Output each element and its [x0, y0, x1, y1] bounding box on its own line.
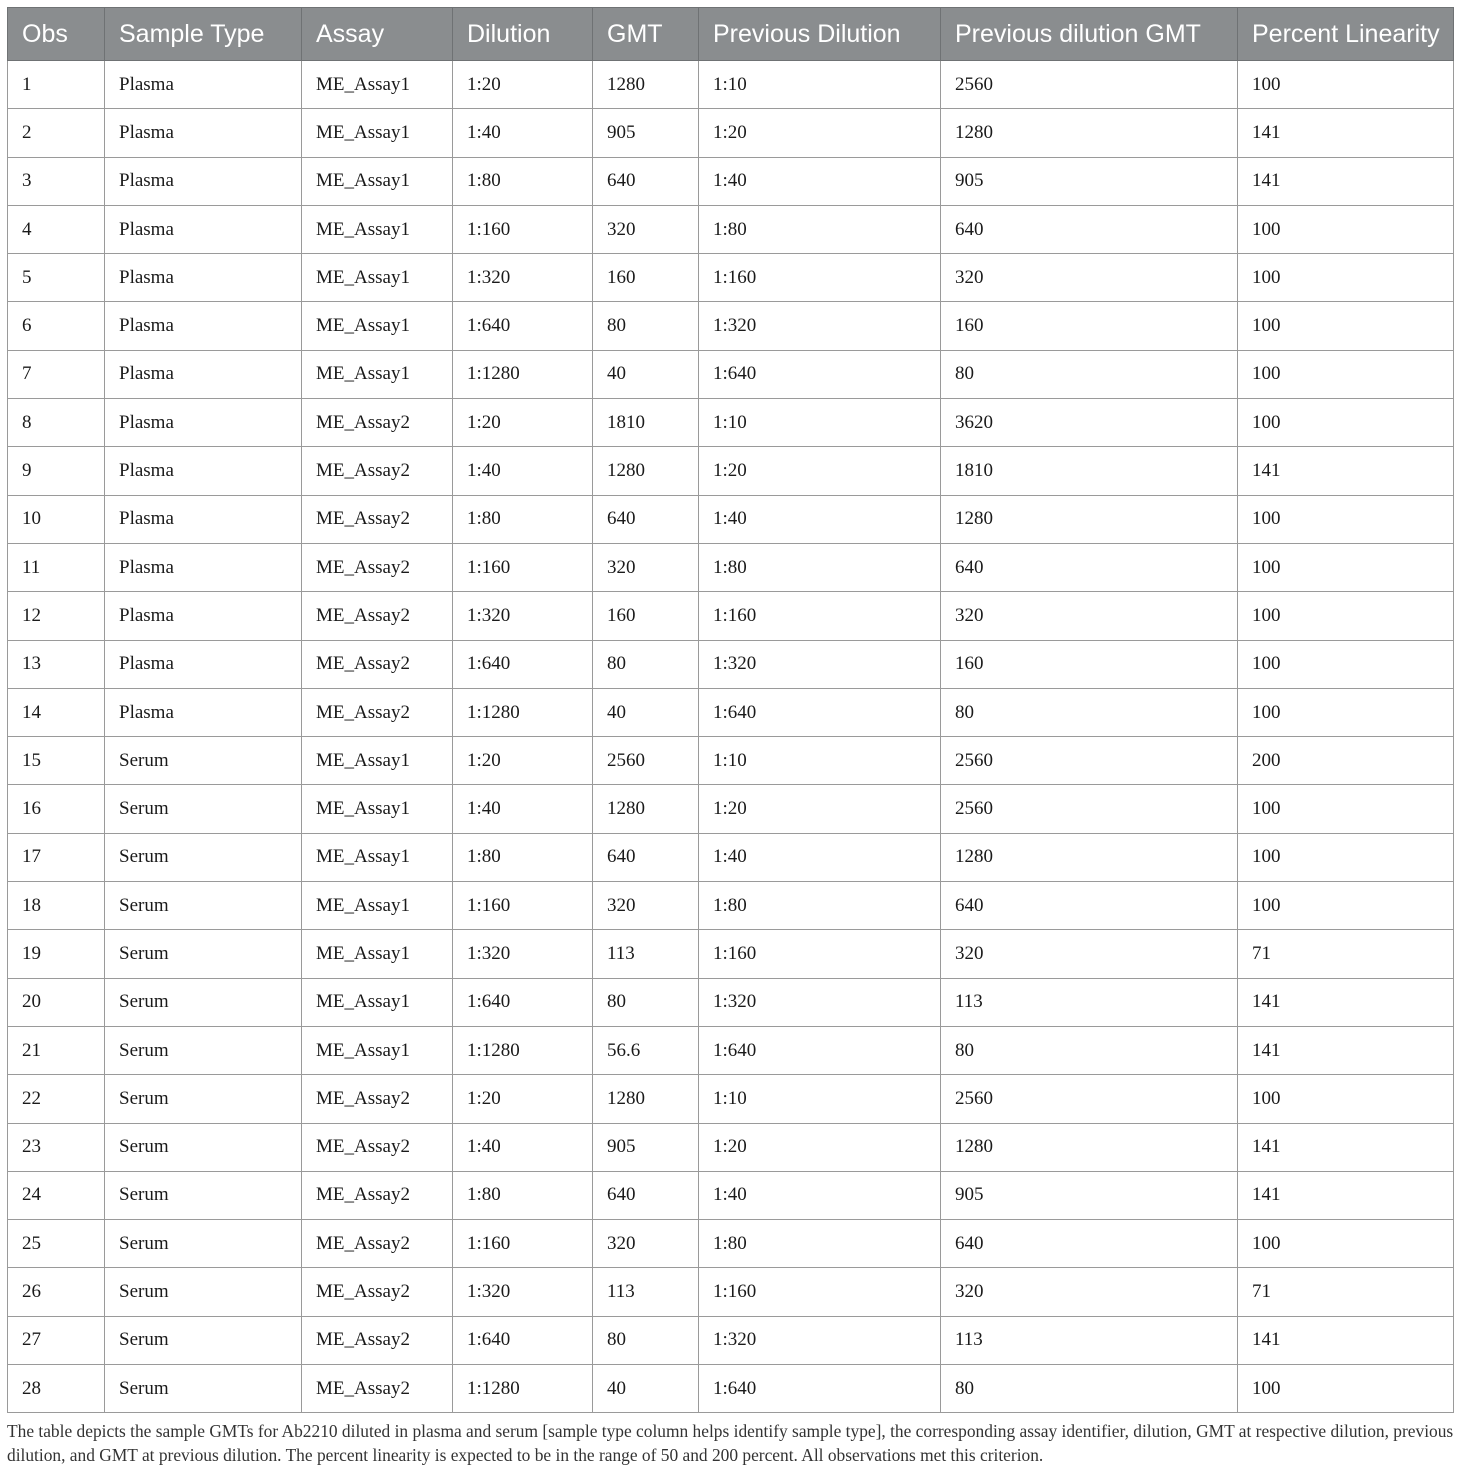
table-cell: 1:160: [699, 592, 941, 640]
table-cell: 640: [593, 495, 699, 543]
table-cell: 1280: [593, 785, 699, 833]
table-cell: 1280: [593, 61, 699, 109]
table-cell: ME_Assay1: [302, 350, 453, 398]
table-cell: Serum: [105, 882, 302, 930]
table-cell: 25: [8, 1220, 105, 1268]
table-row: [8, 1268, 1454, 1316]
table-cell: 141: [1238, 978, 1454, 1026]
table-cell: 320: [941, 930, 1238, 978]
table-cell: 1:160: [453, 205, 593, 253]
table-cell: 1:40: [699, 1171, 941, 1219]
table-cell: ME_Assay1: [302, 978, 453, 1026]
table-cell: 1:10: [699, 1075, 941, 1123]
table-row: [8, 1171, 1454, 1219]
table-cell: 100: [1238, 543, 1454, 591]
table-row: [8, 254, 1454, 302]
table-cell: 640: [941, 882, 1238, 930]
table-cell: Plasma: [105, 302, 302, 350]
table-row: [8, 157, 1454, 205]
table-cell: 100: [1238, 833, 1454, 881]
table-cell: 640: [593, 1171, 699, 1219]
table-cell: 2: [8, 109, 105, 157]
column-header: Percent Linearity: [1238, 8, 1454, 61]
table-cell: 1:640: [699, 1026, 941, 1074]
table-row: [8, 543, 1454, 591]
table-cell: 1:80: [453, 1171, 593, 1219]
table-cell: 4: [8, 205, 105, 253]
table-cell: 7: [8, 350, 105, 398]
column-header: Dilution: [453, 8, 593, 61]
table-cell: 141: [1238, 157, 1454, 205]
table-row: [8, 495, 1454, 543]
table-row: [8, 109, 1454, 157]
table-cell: 160: [593, 592, 699, 640]
table-cell: 1:20: [453, 399, 593, 447]
table-row: [8, 640, 1454, 688]
table-cell: ME_Assay1: [302, 882, 453, 930]
table-cell: Serum: [105, 833, 302, 881]
table-cell: 9: [8, 447, 105, 495]
table-cell: 80: [593, 1316, 699, 1364]
table-cell: 1:320: [699, 1316, 941, 1364]
table-row: [8, 61, 1454, 109]
table-row: [8, 833, 1454, 881]
table-cell: 80: [593, 640, 699, 688]
table-cell: ME_Assay1: [302, 254, 453, 302]
table-cell: 13: [8, 640, 105, 688]
table-cell: 640: [593, 833, 699, 881]
table-cell: 3: [8, 157, 105, 205]
table-cell: 1:640: [699, 688, 941, 736]
table-cell: 1:320: [453, 930, 593, 978]
table-cell: 141: [1238, 1026, 1454, 1074]
table-cell: 905: [593, 109, 699, 157]
table-cell: 1280: [941, 833, 1238, 881]
table-cell: 1:80: [453, 495, 593, 543]
table-cell: Serum: [105, 930, 302, 978]
table-cell: 1:40: [699, 157, 941, 205]
table-cell: 2560: [593, 737, 699, 785]
table-cell: 12: [8, 592, 105, 640]
table-cell: 1:320: [453, 254, 593, 302]
table-cell: 1:80: [699, 882, 941, 930]
table-cell: ME_Assay2: [302, 1220, 453, 1268]
table-cell: Plasma: [105, 640, 302, 688]
table-cell: ME_Assay2: [302, 1075, 453, 1123]
table-cell: 1:10: [699, 399, 941, 447]
table-cell: Plasma: [105, 495, 302, 543]
table-cell: 28: [8, 1365, 105, 1413]
column-header: GMT: [593, 8, 699, 61]
table-cell: 27: [8, 1316, 105, 1364]
table-cell: ME_Assay1: [302, 737, 453, 785]
table-cell: 17: [8, 833, 105, 881]
table-row: [8, 785, 1454, 833]
table-row: [8, 592, 1454, 640]
table-cell: 40: [593, 1365, 699, 1413]
table-cell: 80: [593, 302, 699, 350]
table-cell: 1280: [941, 495, 1238, 543]
table-cell: 80: [941, 1365, 1238, 1413]
table-row: [8, 737, 1454, 785]
table-cell: 24: [8, 1171, 105, 1219]
table-row: [8, 1075, 1454, 1123]
table-cell: 3620: [941, 399, 1238, 447]
table-cell: 1:80: [699, 543, 941, 591]
header-row: [8, 8, 1454, 61]
table-cell: Plasma: [105, 254, 302, 302]
table-cell: 1:80: [453, 833, 593, 881]
table-cell: 100: [1238, 882, 1454, 930]
table-cell: ME_Assay2: [302, 543, 453, 591]
table-cell: 1280: [593, 447, 699, 495]
table-cell: 1:20: [453, 1075, 593, 1123]
table-cell: ME_Assay2: [302, 1171, 453, 1219]
table-cell: 1:640: [699, 350, 941, 398]
table-cell: 1:160: [699, 254, 941, 302]
table-cell: 1:320: [699, 978, 941, 1026]
table-cell: Plasma: [105, 447, 302, 495]
table-cell: ME_Assay1: [302, 785, 453, 833]
table-cell: 1280: [593, 1075, 699, 1123]
table-cell: ME_Assay2: [302, 1365, 453, 1413]
table-cell: 1:40: [699, 495, 941, 543]
table-cell: 1:80: [453, 157, 593, 205]
table-cell: ME_Assay2: [302, 1316, 453, 1364]
table-cell: ME_Assay1: [302, 930, 453, 978]
table-cell: 320: [593, 1220, 699, 1268]
table-cell: 40: [593, 350, 699, 398]
table-cell: 1:320: [699, 640, 941, 688]
table-cell: 100: [1238, 1075, 1454, 1123]
table-cell: Plasma: [105, 592, 302, 640]
table-cell: 160: [941, 302, 1238, 350]
linearity-table: [7, 7, 1454, 1413]
table-cell: 1:20: [699, 785, 941, 833]
table-cell: 1:40: [453, 785, 593, 833]
table-cell: 320: [593, 543, 699, 591]
table-cell: 2560: [941, 785, 1238, 833]
table-cell: 141: [1238, 1171, 1454, 1219]
table-cell: 1:640: [453, 640, 593, 688]
table-cell: 21: [8, 1026, 105, 1074]
table-cell: Serum: [105, 1123, 302, 1171]
table-cell: 1:10: [699, 61, 941, 109]
table-header: [8, 8, 1454, 61]
table-cell: 1:40: [699, 833, 941, 881]
table-cell: 1:1280: [453, 350, 593, 398]
table-cell: 1:40: [453, 447, 593, 495]
table-cell: 1:320: [453, 592, 593, 640]
table-cell: 1280: [941, 109, 1238, 157]
table-body: [8, 61, 1454, 1413]
table-cell: 141: [1238, 1316, 1454, 1364]
table-cell: 100: [1238, 640, 1454, 688]
table-cell: 1:160: [453, 882, 593, 930]
table-cell: Serum: [105, 1268, 302, 1316]
table-row: [8, 302, 1454, 350]
table-cell: ME_Assay1: [302, 302, 453, 350]
table-cell: 56.6: [593, 1026, 699, 1074]
column-header: Previous dilution GMT: [941, 8, 1238, 61]
table-caption: The table depicts the sample GMTs for Ab2210 diluted in plasma and serum [sample type column helps identify sample type], the corresponding assay identifier, dilution, GMT at respective dilution, previous dilution, and GMT at previous dilution. The percent linearity is expected to be in the range of 50 and 200 percent. All observations met this criterion.: [7, 1421, 1454, 1465]
table-cell: 71: [1238, 1268, 1454, 1316]
table-cell: 80: [941, 350, 1238, 398]
table-cell: 100: [1238, 350, 1454, 398]
table-cell: 80: [941, 688, 1238, 736]
table-cell: 15: [8, 737, 105, 785]
table-row: [8, 1365, 1454, 1413]
table-cell: 905: [593, 1123, 699, 1171]
linearity-table-container: [7, 7, 1453, 1413]
table-cell: Serum: [105, 1075, 302, 1123]
table-cell: 26: [8, 1268, 105, 1316]
table-cell: 1:1280: [453, 1365, 593, 1413]
table-cell: 1:1280: [453, 688, 593, 736]
table-cell: ME_Assay2: [302, 1123, 453, 1171]
table-cell: 10: [8, 495, 105, 543]
table-cell: Serum: [105, 978, 302, 1026]
table-cell: 1:80: [699, 1220, 941, 1268]
table-cell: 141: [1238, 447, 1454, 495]
table-cell: 200: [1238, 737, 1454, 785]
table-cell: 1:80: [699, 205, 941, 253]
table-cell: ME_Assay1: [302, 157, 453, 205]
table-cell: Serum: [105, 737, 302, 785]
table-cell: 100: [1238, 785, 1454, 833]
table-row: [8, 1316, 1454, 1364]
table-cell: Serum: [105, 1171, 302, 1219]
table-row: [8, 1026, 1454, 1074]
table-cell: 100: [1238, 61, 1454, 109]
table-cell: 1:640: [453, 1316, 593, 1364]
table-cell: ME_Assay1: [302, 833, 453, 881]
table-cell: 1:40: [453, 1123, 593, 1171]
table-cell: 40: [593, 688, 699, 736]
table-cell: Plasma: [105, 109, 302, 157]
table-cell: 640: [941, 543, 1238, 591]
table-cell: 320: [941, 592, 1238, 640]
table-cell: 20: [8, 978, 105, 1026]
table-cell: 1:20: [699, 1123, 941, 1171]
table-cell: 113: [941, 1316, 1238, 1364]
table-cell: 2560: [941, 737, 1238, 785]
table-cell: ME_Assay2: [302, 1268, 453, 1316]
table-cell: 80: [593, 978, 699, 1026]
table-cell: 905: [941, 1171, 1238, 1219]
table-cell: 160: [941, 640, 1238, 688]
table-cell: 100: [1238, 1220, 1454, 1268]
table-cell: Plasma: [105, 205, 302, 253]
table-row: [8, 205, 1454, 253]
table-cell: 1:160: [453, 543, 593, 591]
table-cell: 1: [8, 61, 105, 109]
table-cell: 113: [941, 978, 1238, 1026]
table-row: [8, 350, 1454, 398]
table-cell: 18: [8, 882, 105, 930]
table-cell: 1:320: [699, 302, 941, 350]
table-row: [8, 978, 1454, 1026]
table-cell: 320: [593, 882, 699, 930]
table-cell: 100: [1238, 399, 1454, 447]
table-cell: 640: [941, 1220, 1238, 1268]
table-cell: 19: [8, 930, 105, 978]
table-cell: 141: [1238, 109, 1454, 157]
table-cell: ME_Assay1: [302, 109, 453, 157]
table-cell: 1:20: [699, 447, 941, 495]
column-header: Obs: [8, 8, 105, 61]
table-row: [8, 688, 1454, 736]
table-row: [8, 882, 1454, 930]
table-cell: ME_Assay2: [302, 640, 453, 688]
table-cell: 905: [941, 157, 1238, 205]
table-cell: 640: [941, 205, 1238, 253]
column-header: Previous Dilution: [699, 8, 941, 61]
table-cell: ME_Assay2: [302, 447, 453, 495]
table-cell: 320: [941, 254, 1238, 302]
table-cell: 1810: [593, 399, 699, 447]
table-cell: 11: [8, 543, 105, 591]
table-cell: 1810: [941, 447, 1238, 495]
table-cell: 80: [941, 1026, 1238, 1074]
table-cell: 100: [1238, 254, 1454, 302]
table-cell: ME_Assay2: [302, 495, 453, 543]
table-cell: 6: [8, 302, 105, 350]
table-cell: 1:160: [699, 1268, 941, 1316]
table-cell: 640: [593, 157, 699, 205]
table-cell: 1:40: [453, 109, 593, 157]
table-cell: 1:640: [453, 978, 593, 1026]
table-cell: 8: [8, 399, 105, 447]
table-cell: ME_Assay2: [302, 399, 453, 447]
table-cell: Serum: [105, 785, 302, 833]
table-cell: 100: [1238, 688, 1454, 736]
table-row: [8, 1123, 1454, 1171]
table-cell: 141: [1238, 1123, 1454, 1171]
table-row: [8, 447, 1454, 495]
table-cell: 100: [1238, 1365, 1454, 1413]
table-cell: 1280: [941, 1123, 1238, 1171]
table-cell: 1:10: [699, 737, 941, 785]
table-cell: Serum: [105, 1220, 302, 1268]
table-cell: 1:160: [699, 930, 941, 978]
table-cell: ME_Assay2: [302, 592, 453, 640]
table-cell: 1:160: [453, 1220, 593, 1268]
table-cell: ME_Assay1: [302, 205, 453, 253]
table-cell: 22: [8, 1075, 105, 1123]
table-cell: Serum: [105, 1316, 302, 1364]
table-cell: Plasma: [105, 157, 302, 205]
table-row: [8, 399, 1454, 447]
table-cell: ME_Assay2: [302, 688, 453, 736]
table-cell: 320: [593, 205, 699, 253]
table-cell: 71: [1238, 930, 1454, 978]
table-cell: 113: [593, 930, 699, 978]
table-row: [8, 1220, 1454, 1268]
table-cell: 1:20: [699, 109, 941, 157]
table-cell: Plasma: [105, 61, 302, 109]
table-cell: 2560: [941, 61, 1238, 109]
table-cell: Serum: [105, 1365, 302, 1413]
table-cell: ME_Assay1: [302, 61, 453, 109]
table-cell: Serum: [105, 1026, 302, 1074]
table-cell: 113: [593, 1268, 699, 1316]
table-cell: 320: [941, 1268, 1238, 1316]
table-row: [8, 930, 1454, 978]
table-cell: 100: [1238, 592, 1454, 640]
table-cell: 100: [1238, 205, 1454, 253]
table-cell: 5: [8, 254, 105, 302]
table-cell: 23: [8, 1123, 105, 1171]
table-cell: 160: [593, 254, 699, 302]
table-cell: 1:1280: [453, 1026, 593, 1074]
column-header: Assay: [302, 8, 453, 61]
table-cell: 14: [8, 688, 105, 736]
table-cell: Plasma: [105, 688, 302, 736]
table-cell: 100: [1238, 302, 1454, 350]
table-cell: Plasma: [105, 350, 302, 398]
table-cell: 1:20: [453, 61, 593, 109]
table-cell: ME_Assay1: [302, 1026, 453, 1074]
table-cell: Plasma: [105, 399, 302, 447]
table-cell: 16: [8, 785, 105, 833]
table-cell: 2560: [941, 1075, 1238, 1123]
column-header: Sample Type: [105, 8, 302, 61]
table-cell: Plasma: [105, 543, 302, 591]
table-cell: 1:640: [699, 1365, 941, 1413]
table-cell: 1:320: [453, 1268, 593, 1316]
table-cell: 1:20: [453, 737, 593, 785]
table-cell: 1:640: [453, 302, 593, 350]
table-cell: 100: [1238, 495, 1454, 543]
